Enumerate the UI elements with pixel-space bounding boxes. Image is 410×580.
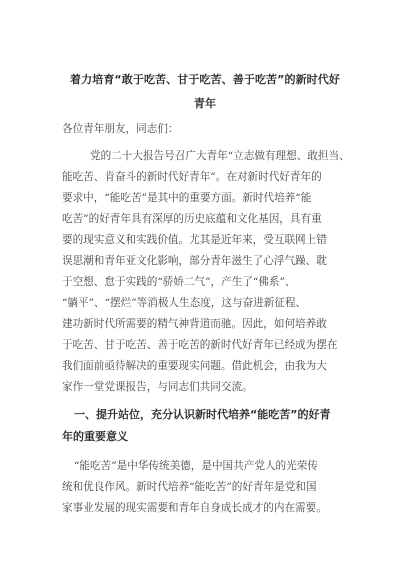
paragraph-1-line: 于吃苦、甘于吃苦、善于吃苦的新时代好青年已经成为摆在 — [62, 339, 338, 351]
document-title-line-1: 着力培育“敢于吃苦、甘于吃苦、善于吃苦”的新时代好 — [70, 73, 340, 86]
paragraph-1-line: 要求中，“能吃苦”是其中的重要方面。新时代培养“能 — [62, 192, 312, 204]
section-1-heading-line: 一、提升站位，充分认识新时代培养“能吃苦”的好青 — [74, 408, 331, 421]
paragraph-2-line: “能吃苦”是中华传统美德，是中国共产党人的光荣传 — [74, 460, 318, 472]
paragraph-1-line: 于空想、怠于实践的“骄娇二气”，产生了“佛系”、 — [62, 276, 296, 288]
paragraph-1-line: 建功新时代所需要的精气神背道而驰。因此，如何培养敢 — [62, 318, 327, 330]
paragraph-2-line: 家事业发展的现实需要和青年自身成长成才的内在需要。 — [62, 502, 327, 514]
document-title-line-2: 青年 — [193, 97, 217, 110]
section-1-heading-line: 年的重要意义 — [62, 430, 128, 443]
paragraph-1-line: “躺平”、“摆烂”等消极人生态度，这与奋进新征程、 — [62, 297, 307, 309]
paragraph-1-line: 家作一堂党课报告，与同志们共同交流。 — [62, 381, 253, 393]
paragraph-1-line: 要的现实意义和实践价值。尤其是近年来，受互联网上错 — [62, 234, 327, 246]
paragraph-1-line: 能吃苦、肯奋斗的新时代好青年”。在对新时代好青年的 — [62, 171, 322, 183]
salutation: 各位青年朋友，同志们： — [62, 123, 179, 135]
paragraph-2-line: 统和优良作风。新时代培养“能吃苦”的好青年是党和国 — [62, 481, 317, 493]
paragraph-1-line: 吃苦”的好青年具有深厚的历史底蕴和文化基因，具有重 — [62, 213, 322, 225]
paragraph-1-line: 我们面前亟待解决的重要现实问题。借此机会，由我为大 — [62, 360, 327, 372]
paragraph-1-line: 误思潮和青年亚文化影响，部分青年滋生了心浮气躁、耽 — [62, 255, 327, 267]
paragraph-1-line: 党的二十大报告号召广大青年“立志做有理想、敢担当、 — [90, 150, 350, 162]
